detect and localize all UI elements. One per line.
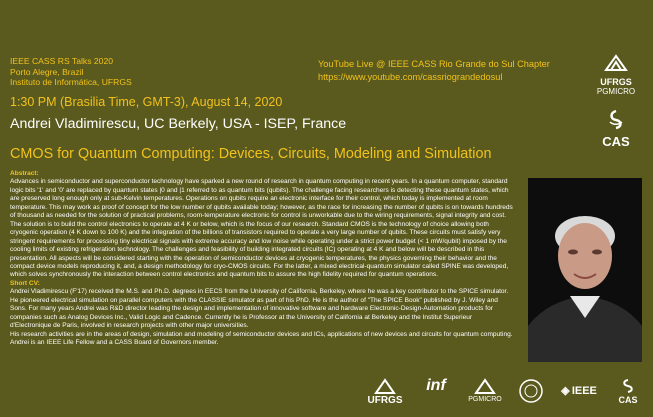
cv-text: Andrei Vladimirescu (F'17) received the M.S. and Ph.D. degrees in EECS from the University of California, Berkeley, where he was a key contributor to the SPICE simulator. He pioneered electrical simulation on parallel computers with the CLASSIE simulator as part of his PhD. He is the author of "The SPICE Book" published by J. Wiley and Sons. For many years Andrei was R&D director leading the design and implementation of innovative software and hardware Electronic-Design-Automation products for companies such as Analog Devices Inc., Valid Logic and Cadence. Currently he is Professor at the University of California at Berkeley and the Institut Superieur d'Electronique de Paris, involved in research projects with other major universities. — [10, 288, 509, 330]
org-line-3: Instituto de Informática, UFRGS — [10, 77, 132, 87]
speaker-portrait-image — [528, 178, 642, 362]
event-time: 1:30 PM (Brasilia Time, GMT-3), August 14, 2020 — [10, 95, 283, 109]
ufrgs-footer-logo — [362, 378, 408, 406]
ieee-diamond-icon: ◈ — [561, 385, 570, 397]
ieee-logo-text: IEEE — [571, 385, 597, 397]
inf-logo — [418, 378, 454, 394]
abstract-text: Advances in semiconductor and superconductor technology have sparked a new round of research in quantum computing in recent years. In a quantum computer, standard logic bits '1' and '0' are replaced by quantum states |0 and |1 referred to as quantum bits (qubits). The challenge facing researchers is detecting these quantum states, which are preserved long enough only at sub-Kelvin temperatures. Operations on qubits require an electronic interface for their control, which today is implemented at room temperature. This may work as proof of concept for the low number of qubits available today; however, as the race for increasing the number of qubits is on towards hundreds of thousand as needed for the solution of practical problems, room-temperature electronic for control is unworkable due to the wiring requirements, signal integrity and cost. The solution is to build the control electronics to operate at 4 K or below, which is the focus of our research. Standard CMOS is the technology of choice allowing both cryogenic operation (4 K down to 100 K) and the integration of the billions of transistors required to operate a very large number of qubits. These circuits must satisfy very stringent requirements for processing tiny electrical signals with extreme accuracy and low noise while operating under a strict power budget (< 1 mW/qubit) imposed by the cooling limits of existing refrigeration technology. The challenges and feasibility of building integrated circuits (IC) operating at 4 K and below will be described in this presentation. All aspects will be considered starting with the operation of semiconductor devices at cryogenic temperatures, the physics governing their behavior and the compact device models reproducing it, and, a design methodology for cryo-CMOS circuits. For the latter, a mixed electrical-quantum simulator called SPINE was developed, which solves synchronously the interaction between control electronics and quantum bits to assure the high fidelity required for quantum operations. — [10, 178, 513, 279]
pgmicro-footer-emblem-icon — [474, 378, 496, 394]
cv-heading: Short CV: — [10, 279, 40, 287]
pgmicro-footer-logo — [462, 378, 508, 404]
pgmicro-footer-text: PGMICRO — [468, 396, 502, 403]
sponsor-logos — [360, 378, 650, 414]
seal-icon — [518, 378, 544, 404]
inf-logo-text: inf — [426, 377, 446, 394]
ufrgs-emblem-icon — [603, 54, 629, 72]
talk-title: CMOS for Quantum Computing: Devices, Circuits, Modeling and Simulation — [10, 146, 492, 162]
cas-footer-logo — [610, 378, 646, 405]
youtube-url-link[interactable]: https://www.youtube.com/cassriograndedosul — [318, 71, 503, 82]
cas-logo-text: CAS — [602, 134, 630, 149]
pgmicro-logo-text: PGMICRO — [596, 87, 636, 96]
cas-footer-text: CAS — [618, 395, 638, 405]
org-line-1: IEEE CASS RS Talks 2020 — [10, 56, 114, 66]
youtube-info — [318, 58, 550, 83]
speaker-photo — [528, 178, 642, 362]
ufrgs-footer-emblem-icon — [374, 378, 396, 394]
cas-logo — [594, 108, 638, 148]
ufrgs-logo — [588, 54, 644, 97]
org-line-2: Porto Alegre, Brazil — [10, 66, 84, 77]
event-organization — [10, 56, 132, 88]
ufrgs-footer-text: UFRGS — [367, 395, 403, 406]
talk-description — [10, 170, 515, 348]
youtube-line: YouTube Live @ IEEE CASS Rio Grande do Sul Chapter — [318, 59, 550, 69]
abstract-heading: Abstract: — [10, 170, 39, 177]
speaker-name: Andrei Vladimirescu, UC Berkely, USA - ISEP, France — [10, 116, 347, 132]
cas-footer-emblem-icon — [619, 378, 637, 394]
ufrgs-logo-text: UFRGS — [600, 77, 632, 87]
cv-text-2: His research activities are in the areas of design, simulation and modeling of semiconductor devices and ICs, applications of new devices and circuits for quantum computing. Andrei is an IEEE Life Fellow and a CASS Board of Governors member. — [10, 330, 513, 347]
cas-emblem-icon — [605, 108, 627, 130]
engineering-school-seal — [516, 378, 546, 406]
ieee-logo — [554, 384, 604, 397]
